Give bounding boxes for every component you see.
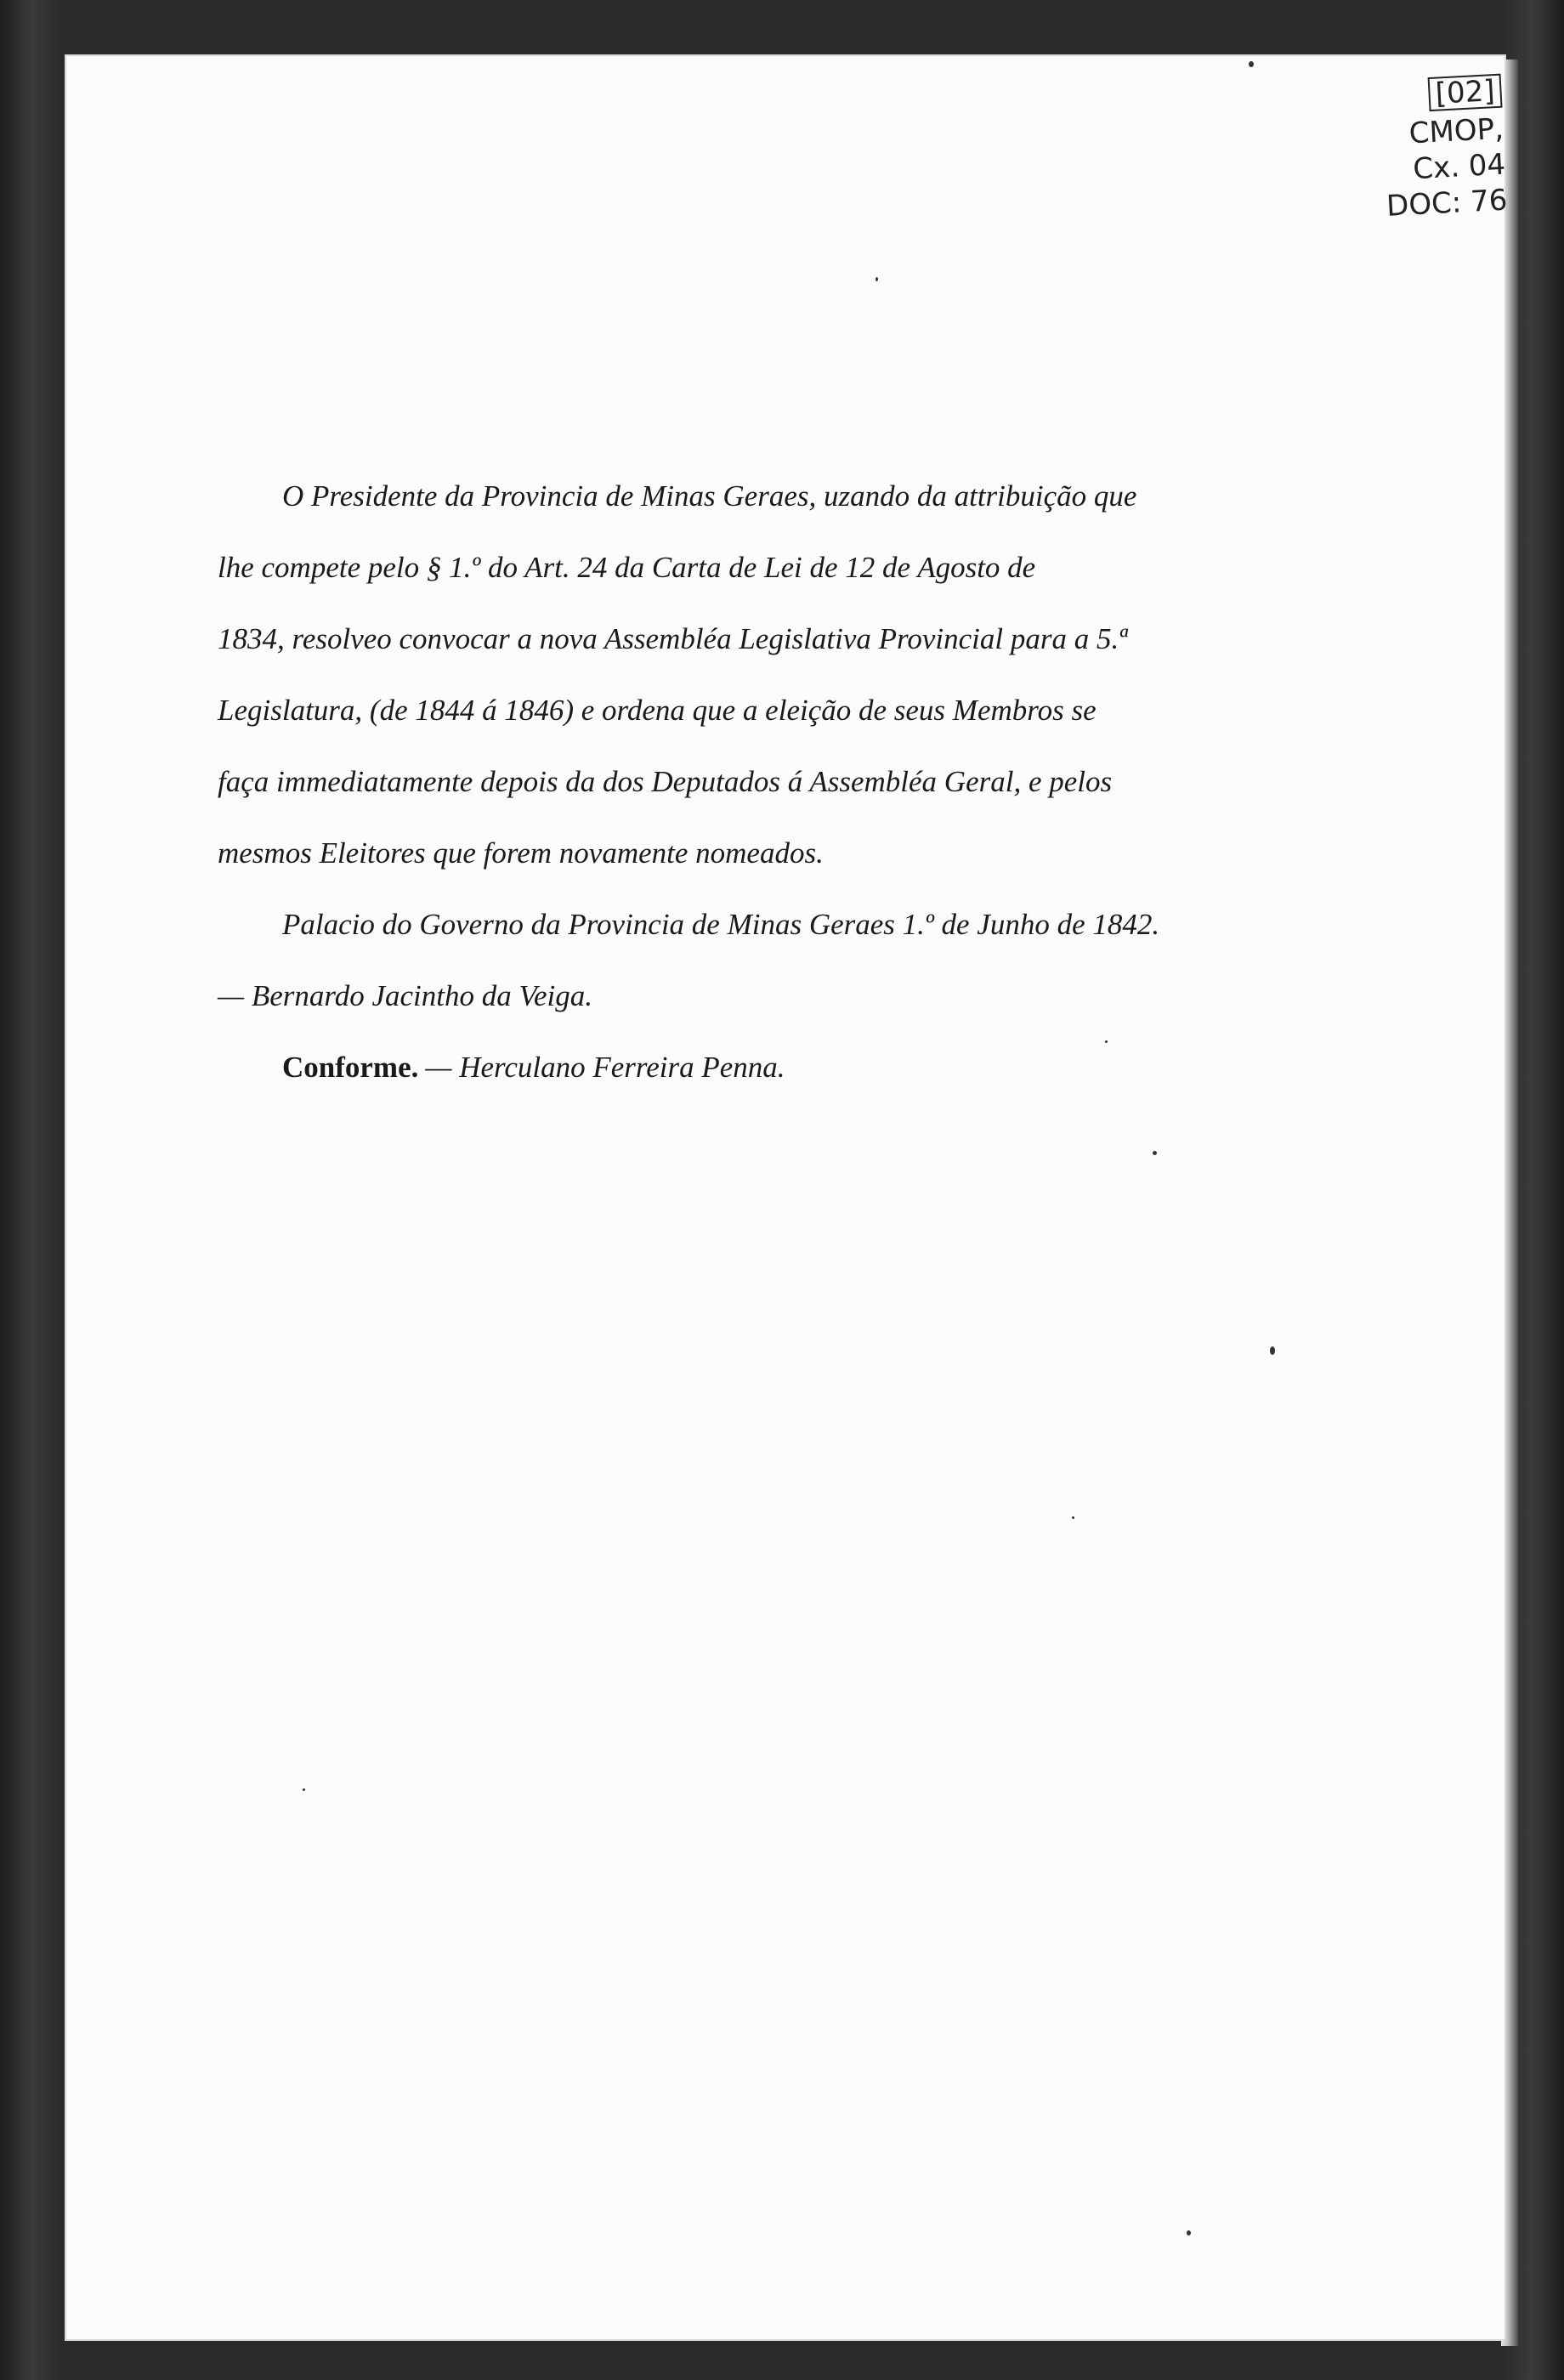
ink-speck: [1153, 1151, 1157, 1155]
body-line-6: mesmos Eleitores que forem novamente nomeados.: [218, 836, 824, 870]
ink-speck: [876, 277, 878, 281]
ink-speck: [1249, 61, 1254, 67]
attestation-name: — Herculano Ferreira Penna.: [425, 1051, 785, 1084]
body-line-1: O Presidente da Provincia de Minas Geraes, uzando da attribuição que: [282, 479, 1137, 513]
body-line-4: Legislatura, (de 1844 á 1846) e ordena que a eleição de seus Membros se: [218, 694, 1096, 727]
ink-speck: [1072, 1516, 1074, 1519]
attestation: [218, 1043, 1280, 1114]
archive-reference: [1357, 73, 1509, 226]
body-line-2: lhe compete pelo § 1.º do Art. 24 da Carta de Lei de 12 de Agosto de: [218, 551, 1036, 584]
decree-text: [218, 472, 1280, 1114]
dateline: Palacio do Governo da Provincia de Minas Geraes 1.º de Junho de 1842.: [282, 908, 1160, 941]
ink-speck: [1270, 1346, 1275, 1355]
archive-collection: CMOP,: [1408, 111, 1504, 151]
archive-box-number: [02]: [1428, 74, 1503, 111]
ink-speck: [1187, 2230, 1191, 2236]
body-line-5: faça immediatamente depois da dos Deputados á Assembléa Geral, e pelos: [218, 765, 1113, 798]
ink-speck: [303, 1788, 305, 1791]
attestation-label: Conforme.: [282, 1051, 419, 1084]
signature: — Bernardo Jacintho da Veiga.: [218, 979, 593, 1012]
archive-document: DOC: 76: [1386, 183, 1509, 224]
document-page: [65, 54, 1509, 2341]
body-line-3: 1834, resolveo convocar a nova Assembléa Legislativa Provincial para a 5.ª: [218, 622, 1127, 655]
archive-box: Cx. 04: [1412, 147, 1507, 187]
